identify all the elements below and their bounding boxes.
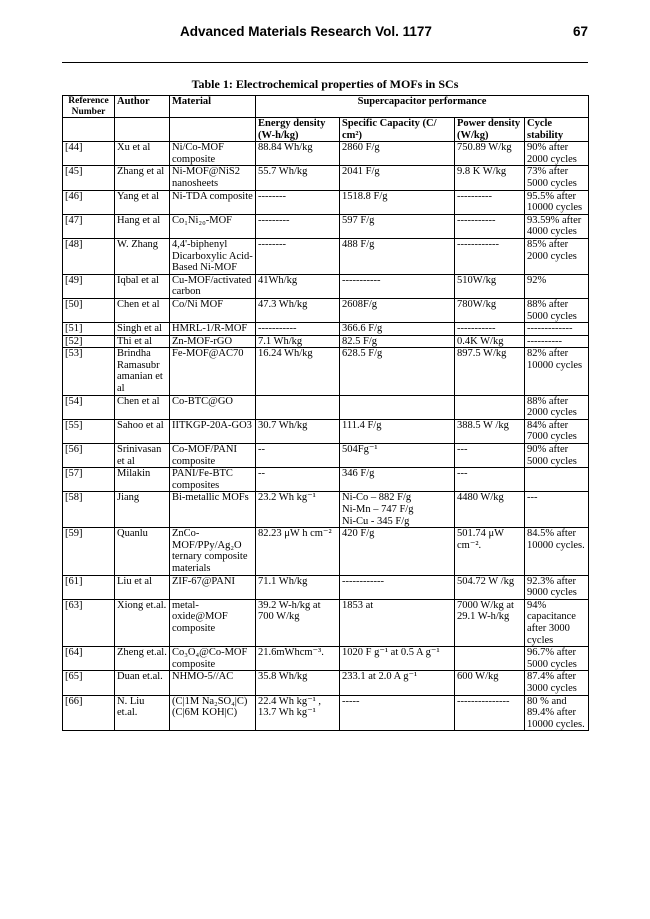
author-cell: Hang et al <box>115 214 170 238</box>
table-row <box>63 142 589 166</box>
material-cell: Bi-metallic MOFs <box>170 492 256 528</box>
power-density-cell: --------------- <box>455 695 525 731</box>
author-cell: Duan et.al. <box>115 671 170 695</box>
column-header-reference: Reference Number <box>63 96 115 118</box>
specific-capacity-cell: ----------- <box>340 274 455 298</box>
power-density-cell <box>455 647 525 671</box>
table-row <box>63 468 589 492</box>
specific-capacity-cell: 2860 F/g <box>340 142 455 166</box>
specific-capacity-cell: 628.5 F/g <box>340 348 455 395</box>
cycle-stability-cell: 73% after 5000 cycles <box>525 166 589 190</box>
specific-capacity-cell: Ni-Co – 882 F/g Ni-Mn – 747 F/g Ni-Cu - 345 F/g <box>340 492 455 528</box>
author-cell: Singh et al <box>115 323 170 336</box>
cycle-stability-cell: ---------- <box>525 335 589 348</box>
cycle-stability-cell: 94% capacitance after 3000 cycles <box>525 599 589 646</box>
author-cell: W. Zhang <box>115 238 170 274</box>
reference-cell: [63] <box>63 599 115 646</box>
reference-cell: [59] <box>63 528 115 575</box>
reference-cell: [54] <box>63 395 115 419</box>
material-cell: Co-BTC@GO <box>170 395 256 419</box>
column-header-cycle: Cycle stability <box>525 118 589 142</box>
table-row <box>63 599 589 646</box>
cycle-stability-cell: 93.59% after 4000 cycles <box>525 214 589 238</box>
specific-capacity-cell: ------------ <box>340 575 455 599</box>
material-cell: Co-MOF/PANI composite <box>170 444 256 468</box>
energy-density-cell: 39.2 W-h/kg at 700 W/kg <box>256 599 340 646</box>
power-density-cell: 4480 W/kg <box>455 492 525 528</box>
table-body <box>63 142 589 731</box>
table-row <box>63 214 589 238</box>
power-density-cell: 780W/kg <box>455 298 525 322</box>
cycle-stability-cell: 82% after 10000 cycles <box>525 348 589 395</box>
column-header-blank <box>115 118 170 142</box>
energy-density-cell: 55.7 Wh/kg <box>256 166 340 190</box>
material-cell: Ni-MOF@NiS2 nanosheets <box>170 166 256 190</box>
table-row <box>63 323 589 336</box>
specific-capacity-cell: 82.5 F/g <box>340 335 455 348</box>
reference-cell: [45] <box>63 166 115 190</box>
author-cell: Brindha Ramasubr amanian et al <box>115 348 170 395</box>
specific-capacity-cell: 1518.8 F/g <box>340 190 455 214</box>
table-row <box>63 348 589 395</box>
power-density-cell: 750.89 W/kg <box>455 142 525 166</box>
table-row <box>63 575 589 599</box>
table-row <box>63 395 589 419</box>
table-row <box>63 671 589 695</box>
header-rule <box>62 62 588 63</box>
material-cell: PANI/Fe-BTC composites <box>170 468 256 492</box>
table-row <box>63 419 589 443</box>
specific-capacity-cell: 1853 at <box>340 599 455 646</box>
reference-cell: [44] <box>63 142 115 166</box>
energy-density-cell: 16.24 Wh/kg <box>256 348 340 395</box>
cycle-stability-cell: 92.3% after 9000 cycles <box>525 575 589 599</box>
specific-capacity-cell <box>340 395 455 419</box>
reference-cell: [52] <box>63 335 115 348</box>
power-density-cell <box>455 395 525 419</box>
energy-density-cell: ----------- <box>256 323 340 336</box>
table-row <box>63 190 589 214</box>
column-header-power: Power density (W/kg) <box>455 118 525 142</box>
power-density-cell: 388.5 W /kg <box>455 419 525 443</box>
specific-capacity-cell: 346 F/g <box>340 468 455 492</box>
material-cell: ZnCo-MOF/PPy/Ag₂O ternary composite materials <box>170 528 256 575</box>
author-cell: Quanlu <box>115 528 170 575</box>
author-cell: Zheng et.al. <box>115 647 170 671</box>
table-caption: Table 1: Electrochemical properties of MOFs in SCs <box>191 77 459 91</box>
specific-capacity-cell: 233.1 at 2.0 A g⁻¹ <box>340 671 455 695</box>
material-cell: metal-oxide@MOF composite <box>170 599 256 646</box>
energy-density-cell: 71.1 Wh/kg <box>256 575 340 599</box>
author-cell: Sahoo et al <box>115 419 170 443</box>
energy-density-cell: -- <box>256 444 340 468</box>
energy-density-cell: --------- <box>256 214 340 238</box>
cycle-stability-cell: 95.5% after 10000 cycles <box>525 190 589 214</box>
reference-cell: [47] <box>63 214 115 238</box>
column-header-energy: Energy density (W-h/kg) <box>256 118 340 142</box>
energy-density-cell: 41Wh/kg <box>256 274 340 298</box>
reference-cell: [57] <box>63 468 115 492</box>
power-density-cell: --- <box>455 468 525 492</box>
header-row-1 <box>63 96 589 118</box>
power-density-cell: 510W/kg <box>455 274 525 298</box>
column-header-capacity: Specific Capacity (C/ cm²) <box>340 118 455 142</box>
table-row <box>63 298 589 322</box>
power-density-cell: ----------- <box>455 214 525 238</box>
energy-density-cell: 47.3 Wh/kg <box>256 298 340 322</box>
material-cell: ZIF-67@PANI <box>170 575 256 599</box>
energy-density-cell: -------- <box>256 238 340 274</box>
power-density-cell: 897.5 W/kg <box>455 348 525 395</box>
reference-cell: [66] <box>63 695 115 731</box>
table-row <box>63 335 589 348</box>
power-density-cell: 504.72 W /kg <box>455 575 525 599</box>
column-header-author: Author <box>115 96 170 118</box>
page-header <box>62 21 588 43</box>
table-row <box>63 528 589 575</box>
author-cell: Jiang <box>115 492 170 528</box>
author-cell: Chen et al <box>115 395 170 419</box>
reference-cell: [50] <box>63 298 115 322</box>
author-cell: Chen et al <box>115 298 170 322</box>
column-header-blank <box>63 118 115 142</box>
power-density-cell: 0.4K W/kg <box>455 335 525 348</box>
specific-capacity-cell: 2608F/g <box>340 298 455 322</box>
author-cell: Liu et al <box>115 575 170 599</box>
reference-cell: [48] <box>63 238 115 274</box>
table-row <box>63 444 589 468</box>
table-row <box>63 492 589 528</box>
reference-cell: [64] <box>63 647 115 671</box>
power-density-cell: ------------ <box>455 238 525 274</box>
author-cell: Thi et al <box>115 335 170 348</box>
specific-capacity-cell: 1020 F g⁻¹ at 0.5 A g⁻¹ <box>340 647 455 671</box>
energy-density-cell: 88.84 Wh/kg <box>256 142 340 166</box>
cycle-stability-cell: 87.4% after 3000 cycles <box>525 671 589 695</box>
material-cell: 4,4'-biphenyl Dicarboxylic Acid-Based Ni-MOF <box>170 238 256 274</box>
table-row <box>63 238 589 274</box>
reference-cell: [61] <box>63 575 115 599</box>
power-density-cell: --- <box>455 444 525 468</box>
header-row-2 <box>63 118 589 142</box>
cycle-stability-cell: 88% after 2000 cycles <box>525 395 589 419</box>
cycle-stability-cell: 84% after 7000 cycles <box>525 419 589 443</box>
material-cell: NHMO-5//AC <box>170 671 256 695</box>
reference-cell: [46] <box>63 190 115 214</box>
specific-capacity-cell: 420 F/g <box>340 528 455 575</box>
cycle-stability-cell: --- <box>525 492 589 528</box>
reference-cell: [58] <box>63 492 115 528</box>
cycle-stability-cell: 84.5% after 10000 cycles. <box>525 528 589 575</box>
cycle-stability-cell: 80 % and 89.4% after 10000 cycles. <box>525 695 589 731</box>
cycle-stability-cell <box>525 468 589 492</box>
material-cell: Co/Ni MOF <box>170 298 256 322</box>
reference-cell: [53] <box>63 348 115 395</box>
reference-cell: [65] <box>63 671 115 695</box>
cycle-stability-cell: 96.7% after 5000 cycles <box>525 647 589 671</box>
specific-capacity-cell: ----- <box>340 695 455 731</box>
material-cell: HMRL-1/R-MOF <box>170 323 256 336</box>
column-header-performance: Supercapacitor performance <box>256 96 589 118</box>
table-row <box>63 274 589 298</box>
power-density-cell: 501.74 μW cm⁻². <box>455 528 525 575</box>
material-cell: Cu-MOF/activated carbon <box>170 274 256 298</box>
energy-density-cell: -------- <box>256 190 340 214</box>
specific-capacity-cell: 111.4 F/g <box>340 419 455 443</box>
table-row <box>63 166 589 190</box>
specific-capacity-cell: 488 F/g <box>340 238 455 274</box>
cycle-stability-cell: 88% after 5000 cycles <box>525 298 589 322</box>
energy-density-cell: -- <box>256 468 340 492</box>
reference-cell: [49] <box>63 274 115 298</box>
table-row <box>63 647 589 671</box>
energy-density-cell: 30.7 Wh/kg <box>256 419 340 443</box>
table-row <box>63 695 589 731</box>
mof-properties-table <box>62 95 589 731</box>
column-header-material: Material <box>170 96 256 118</box>
reference-cell: [51] <box>63 323 115 336</box>
energy-density-cell: 22.4 Wh kg⁻¹ , 13.7 Wh kg⁻¹ <box>256 695 340 731</box>
author-cell: Yang et al <box>115 190 170 214</box>
material-cell: Co₃O₄@Co-MOF composite <box>170 647 256 671</box>
energy-density-cell: 82.23 μW h cm⁻² <box>256 528 340 575</box>
material-cell: Ni-TDA composite <box>170 190 256 214</box>
energy-density-cell: 7.1 Wh/kg <box>256 335 340 348</box>
author-cell: Srinivasan et al <box>115 444 170 468</box>
column-header-blank <box>170 118 256 142</box>
cycle-stability-cell: 92% <box>525 274 589 298</box>
reference-cell: [56] <box>63 444 115 468</box>
material-cell: Fe-MOF@AC70 <box>170 348 256 395</box>
energy-density-cell: 35.8 Wh/kg <box>256 671 340 695</box>
cycle-stability-cell: ------------- <box>525 323 589 336</box>
page-number: 67 <box>572 24 588 39</box>
specific-capacity-cell: 597 F/g <box>340 214 455 238</box>
author-cell: Milakin <box>115 468 170 492</box>
author-cell: N. Liu et.al. <box>115 695 170 731</box>
material-cell: Ni/Co-MOF composite <box>170 142 256 166</box>
energy-density-cell <box>256 395 340 419</box>
author-cell: Zhang et al <box>115 166 170 190</box>
power-density-cell: ----------- <box>455 323 525 336</box>
material-cell: Co₁Ni₂₀-MOF <box>170 214 256 238</box>
cycle-stability-cell: 85% after 2000 cycles <box>525 238 589 274</box>
cycle-stability-cell: 90% after 5000 cycles <box>525 444 589 468</box>
author-cell: Xu et al <box>115 142 170 166</box>
material-cell: Zn-MOF-rGO <box>170 335 256 348</box>
journal-title: Advanced Materials Research Vol. 1177 <box>180 24 432 39</box>
power-density-cell: 7000 W/kg at 29.1 W-h/kg <box>455 599 525 646</box>
energy-density-cell: 21.6mWhcm⁻³. <box>256 647 340 671</box>
specific-capacity-cell: 504Fg⁻¹ <box>340 444 455 468</box>
author-cell: Iqbal et al <box>115 274 170 298</box>
reference-cell: [55] <box>63 419 115 443</box>
power-density-cell: 9.8 K W/kg <box>455 166 525 190</box>
material-cell: (C|1M Na₂SO₄|C) (C|6M KOH|C) <box>170 695 256 731</box>
energy-density-cell: 23.2 Wh kg⁻¹ <box>256 492 340 528</box>
cycle-stability-cell: 90% after 2000 cycles <box>525 142 589 166</box>
specific-capacity-cell: 2041 F/g <box>340 166 455 190</box>
power-density-cell: 600 W/kg <box>455 671 525 695</box>
author-cell: Xiong et.al. <box>115 599 170 646</box>
specific-capacity-cell: 366.6 F/g <box>340 323 455 336</box>
power-density-cell: ---------- <box>455 190 525 214</box>
material-cell: IITKGP-20A-GO3 <box>170 419 256 443</box>
